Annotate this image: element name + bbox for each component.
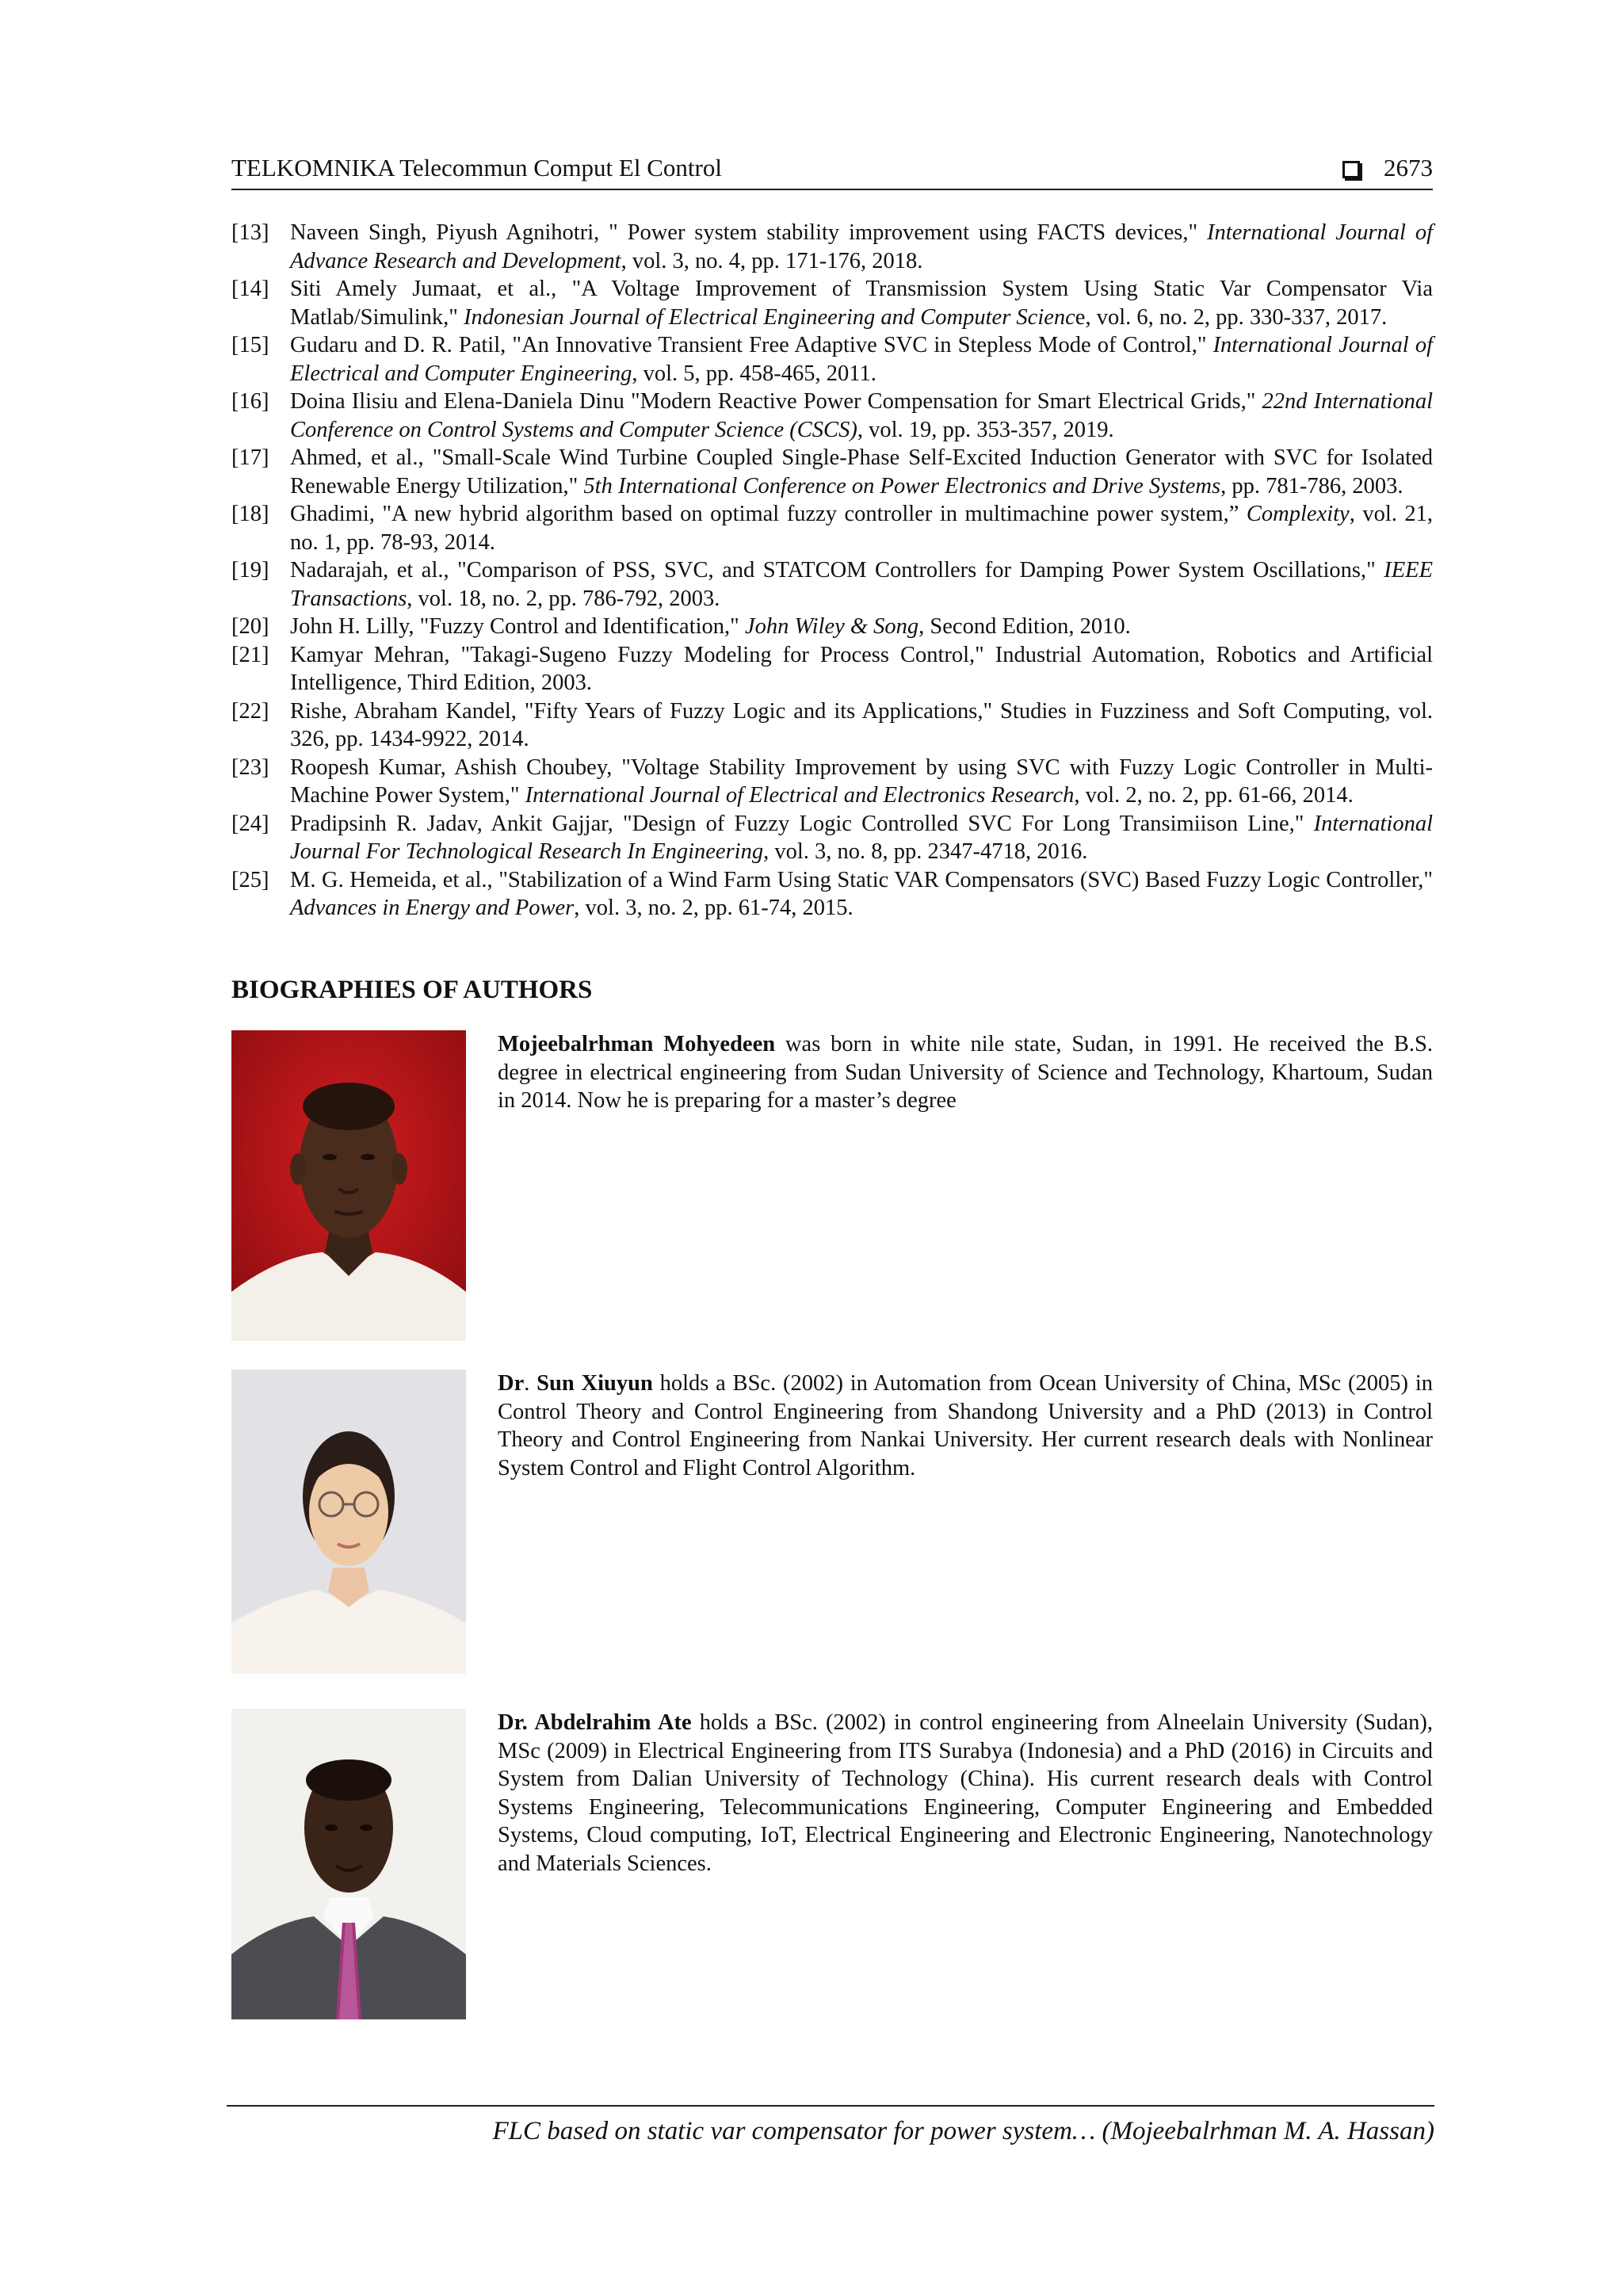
- reference-details: , vol. 3, no. 2, pp. 61-74, 2015.: [574, 896, 854, 920]
- reference-item: [231, 697, 1433, 754]
- reference-number: [13]: [231, 220, 269, 245]
- reference-venue: International Journal of Advance Research and Development: [290, 220, 1433, 273]
- reference-authors-title: Kamyar Mehran, "Takagi-Sugeno Fuzzy Modeling for Process Control," Industrial Automation, Robotics and Artificial Intelligence, Third Edition, 2003.: [290, 642, 1433, 695]
- reference-number: [23]: [231, 755, 269, 780]
- reference-authors-title: Ghadimi, "A new hybrid algorithm based on optimal fuzzy controller in multimachine power system,”: [290, 502, 1247, 526]
- reference-text: [290, 500, 1433, 556]
- running-footer: FLC based on static var compensator for power system… (Mojeebalrhman M. A. Hassan): [227, 2105, 1434, 2148]
- reference-details: , vol. 18, no. 2, pp. 786-792, 2003.: [407, 586, 720, 611]
- reference-item: [231, 331, 1433, 388]
- author-photo-1: [231, 1030, 466, 1341]
- reference-number: [17]: [231, 445, 269, 470]
- reference-item: [231, 219, 1433, 275]
- reference-item: [231, 556, 1433, 613]
- reference-item: [231, 500, 1433, 556]
- page-number: 2673: [1384, 154, 1433, 181]
- reference-number: [24]: [231, 811, 269, 836]
- biographies-heading: BIOGRAPHIES OF AUTHORS: [231, 976, 593, 1004]
- reference-text: [290, 444, 1433, 500]
- reference-text: [290, 641, 1433, 697]
- author-photo-2: [231, 1370, 466, 1674]
- reference-number: [16]: [231, 389, 269, 414]
- author-photo-3: [231, 1709, 466, 2019]
- reference-item: [231, 388, 1433, 444]
- reference-authors-title: Pradipsinh R. Jadav, Ankit Gajjar, "Design of Fuzzy Logic Controlled SVC For Long Transimiison Line,": [290, 811, 1314, 836]
- reference-text: [290, 275, 1433, 331]
- reference-item: [231, 641, 1433, 697]
- reference-venue: Advances in Energy and Power: [290, 896, 575, 920]
- author-title-2: Dr: [498, 1371, 525, 1396]
- reference-list: [231, 219, 1433, 923]
- reference-venue: Complexity: [1246, 502, 1350, 526]
- author-bio-text-3: [498, 1709, 1433, 1878]
- author-bio-body-3: holds a BSc. (2002) in control engineering from Alneelain University (Sudan), MSc (2009) in Electrical Engineering from ITS Surabya (Indonesia) and a PhD (2016) in Circuits and System from Dalian University of Technology (China). His current research deals with Control Systems Engineering, Telecommunications Engineering, Computer Engineering and Embedded Systems, Cloud computing, IoT, Electrical Engineering and Electronic Engineering, Nanotechnology and Materials Sciences.: [498, 1710, 1434, 1876]
- reference-text: [290, 556, 1433, 613]
- author-name-3: Dr. Abdelrahim Ate: [498, 1710, 692, 1735]
- reference-venue: International Journal of Electrical and Electronics Research: [525, 783, 1075, 808]
- author-bio-body-1: was born in white nile state, Sudan, in 1991. He received the B.S. degree in electrical engineering from Sudan University of Science and Technology, Khartoum, Sudan in 2014. Now he is preparing for a master’s degree: [498, 1032, 1433, 1113]
- reference-text: [290, 754, 1433, 810]
- square-bullet-icon: [1342, 161, 1360, 178]
- reference-details: e, vol. 6, no. 2, pp. 330-337, 2017.: [1075, 304, 1388, 330]
- reference-item: [231, 754, 1433, 810]
- reference-text: [290, 219, 1433, 275]
- reference-item: [231, 866, 1433, 923]
- reference-authors-title: Siti Amely Jumaat, et al., "A Voltage Improvement of Transmission System Using Static Var Compensator Via Matlab/Simulink,": [290, 277, 1433, 330]
- reference-item: [231, 444, 1433, 500]
- reference-text: [290, 388, 1433, 444]
- reference-text: [290, 331, 1433, 388]
- reference-details: , vol. 21, no. 1, pp. 78-93, 2014.: [290, 502, 1433, 555]
- reference-text: [290, 810, 1433, 866]
- reference-text: [290, 613, 1433, 641]
- reference-text: [290, 697, 1433, 754]
- reference-item: [231, 613, 1433, 641]
- reference-venue: International Journal For Technological Research In Engineering: [290, 811, 1433, 864]
- reference-authors-title: Nadarajah, et al., "Comparison of PSS, SVC, and STATCOM Controllers for Damping Power System Oscillations,": [290, 558, 1384, 583]
- reference-authors-title: Doina Ilisiu and Elena-Daniela Dinu "Modern Reactive Power Compensation for Smart Electrical Grids,": [290, 389, 1262, 414]
- reference-number: [22]: [231, 698, 269, 724]
- reference-details: , vol. 3, no. 8, pp. 2347-4718, 2016.: [763, 839, 1088, 864]
- page-number-group: [1342, 152, 1433, 184]
- reference-authors-title: John H. Lilly, "Fuzzy Control and Identification,": [290, 614, 745, 639]
- reference-number: [19]: [231, 558, 269, 583]
- reference-item: [231, 810, 1433, 866]
- reference-number: [18]: [231, 502, 269, 526]
- reference-venue: Indonesian Journal of Electrical Engineering and Computer Scienc: [464, 304, 1075, 330]
- reference-number: [14]: [231, 277, 269, 301]
- reference-number: [21]: [231, 642, 269, 667]
- reference-details: , Second Edition, 2010.: [918, 614, 1131, 639]
- reference-details: , vol. 2, no. 2, pp. 61-66, 2014.: [1074, 783, 1354, 808]
- author-bio-body-2: holds a BSc. (2002) in Automation from Ocean University of China, MSc (2005) in Control Theory and Control Engineering from Shandong University and a PhD (2013) in Control Theory and Control Engineering from Nankai University. Her current research deals with Nonlinear System Control and Flight Control Algorithm.: [498, 1371, 1433, 1480]
- reference-details: , vol. 19, pp. 353-357, 2019.: [857, 417, 1114, 442]
- reference-venue: 5th International Conference on Power Electronics and Drive Systems: [583, 473, 1221, 499]
- reference-authors-title: Roopesh Kumar, Ashish Choubey, "Voltage Stability Improvement by using SVC with Fuzzy Logic Controller in Multi-Machine Power System,": [290, 755, 1433, 808]
- author-bio-text-2: Dr. Sun Xiuyun holds a BSc. (2002) in Automation from Ocean University of China, MSc (2005) in Control Theory and Control Engineering from Shandong University and a PhD (2013) in Control Theory and Control Engineering from Nankai University. Her current research deals with Nonlinear System Control and Flight Control Algorithm.: [498, 1371, 1433, 1480]
- reference-number: [15]: [231, 333, 269, 357]
- reference-text: [290, 866, 1433, 923]
- running-header: [231, 152, 1433, 190]
- reference-authors-title: Ahmed, et al., "Small-Scale Wind Turbine Coupled Single-Phase Self-Excited Induction Generator with SVC for Isolated Renewable Energy Utilization,": [290, 445, 1433, 499]
- reference-details: , vol. 3, no. 4, pp. 171-176, 2018.: [621, 248, 923, 273]
- reference-details: , vol. 5, pp. 458-465, 2011.: [632, 361, 876, 386]
- reference-venue: IEEE Transactions: [290, 558, 1433, 611]
- reference-item: [231, 275, 1433, 331]
- reference-authors-title: Gudaru and D. R. Patil, "An Innovative Transient Free Adaptive SVC in Stepless Mode of Control,": [290, 333, 1213, 357]
- author-bio-text-1: [498, 1030, 1433, 1115]
- reference-number: [25]: [231, 867, 269, 892]
- reference-authors-title: M. G. Hemeida, et al., "Stabilization of a Wind Farm Using Static VAR Compensators (SVC) Based Fuzzy Logic Controller,": [290, 867, 1433, 892]
- author-name-1: Mojeebalrhman Mohyedeen: [498, 1032, 776, 1056]
- reference-number: [20]: [231, 614, 269, 639]
- author-name-2: Sun Xiuyun: [537, 1371, 653, 1396]
- journal-title: TELKOMNIKA Telecommun Comput El Control: [231, 154, 722, 181]
- reference-venue: International Journal of Electrical and Computer Engineering: [290, 333, 1433, 386]
- reference-authors-title: Naveen Singh, Piyush Agnihotri, " Power system stability improvement using FACTS devices,": [290, 220, 1208, 245]
- reference-venue: 22nd International Conference on Control Systems and Computer Science (CSCS): [290, 389, 1434, 442]
- reference-authors-title: Rishe, Abraham Kandel, "Fifty Years of Fuzzy Logic and its Applications," Studies in Fuzziness and Soft Computing, vol. 326, pp. 1434-9922, 2014.: [290, 698, 1433, 751]
- reference-details: , pp. 781-786, 2003.: [1220, 473, 1403, 499]
- reference-venue: John Wiley & Song: [744, 614, 919, 639]
